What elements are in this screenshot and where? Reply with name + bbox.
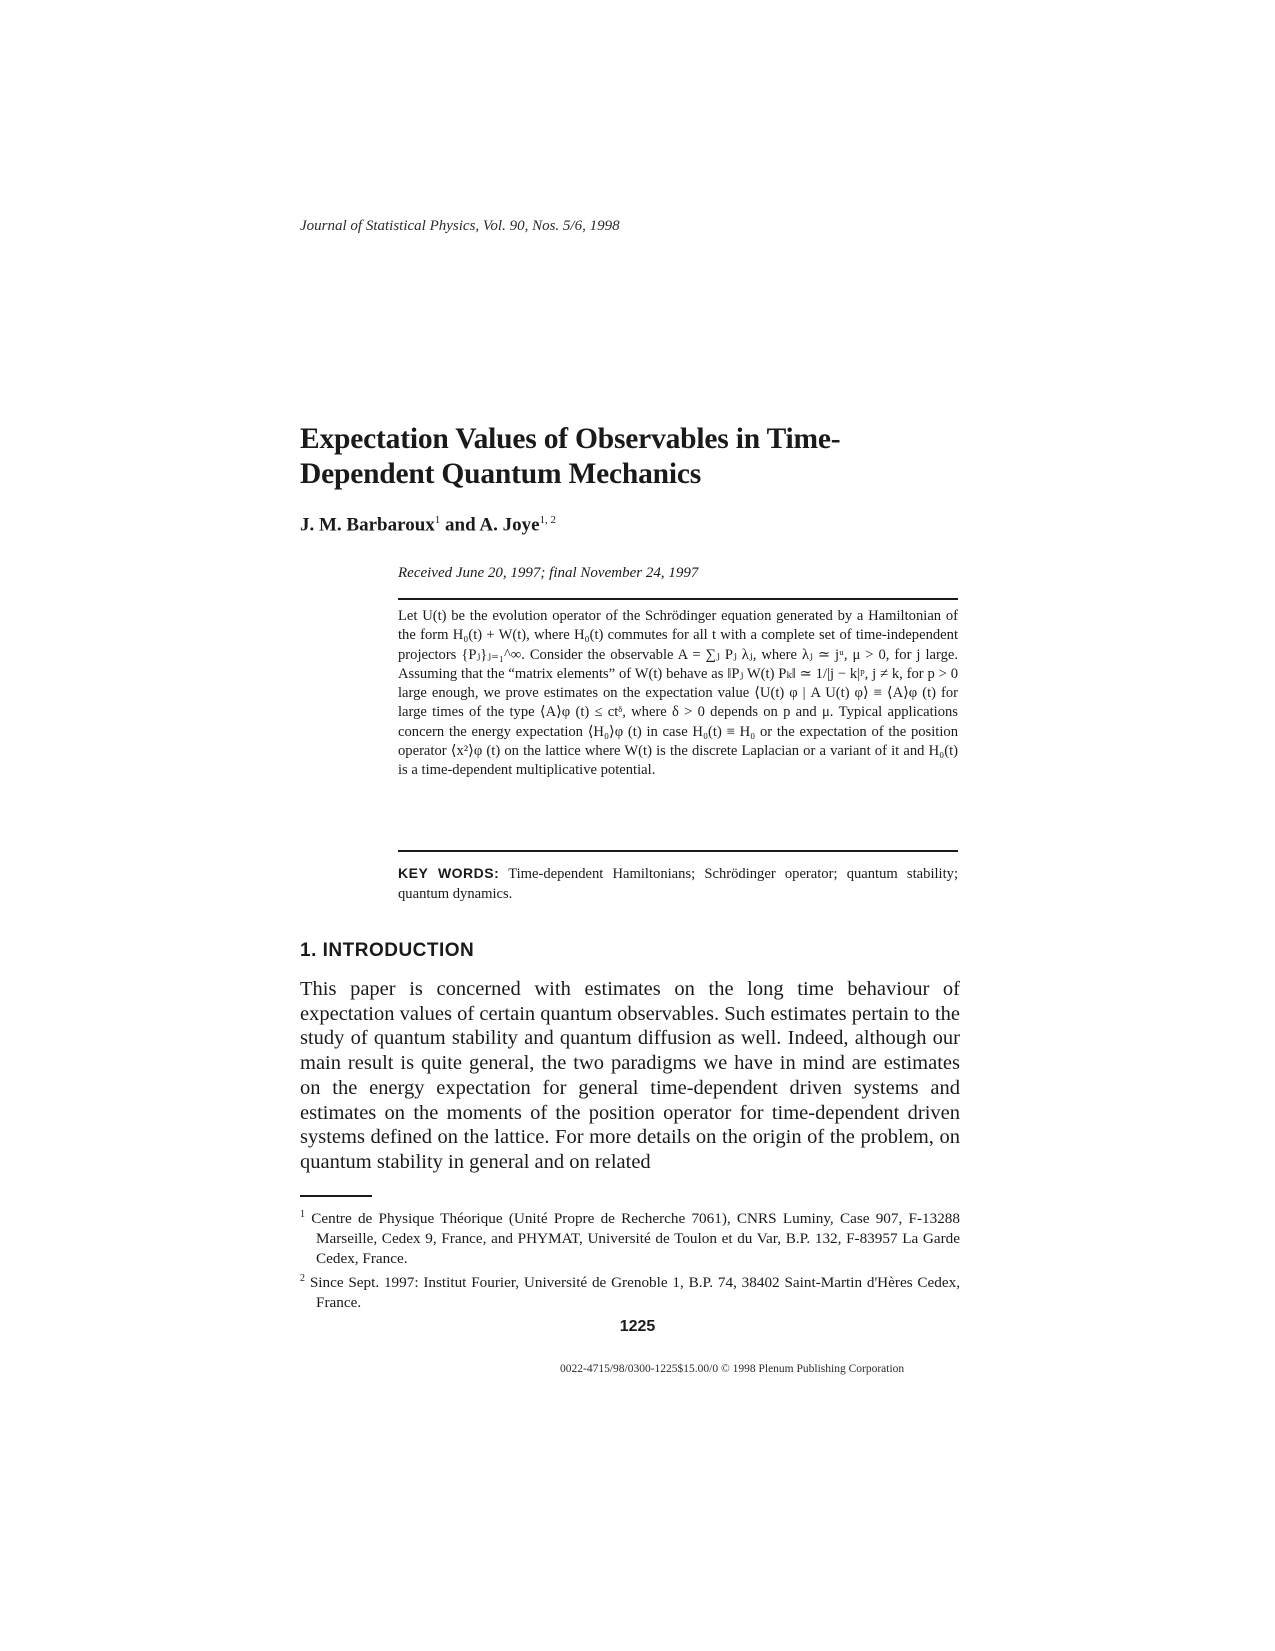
author-line	[300, 514, 556, 536]
section-heading: 1. INTRODUCTION	[300, 940, 475, 961]
journal-citation: Journal of Statistical Physics, Vol. 90, Nos. 5/6, 1998	[300, 218, 620, 234]
footnote-text: Centre de Physique Théorique (Unité Propre de Recherche 7061), CNRS Luminy, Case 907, F-13288 Marseille, Cedex 9, France, and PHYMAT, Université de Toulon et du Var, B.P. 132, F-83957 La Garde Cedex, France.	[311, 1210, 960, 1268]
received-dates: Received June 20, 1997; final November 24, 1997	[398, 565, 699, 581]
copyright-line: 0022-4715/98/0300-1225$15.00/0 © 1998 Plenum Publishing Corporation	[560, 1363, 905, 1375]
footnote-text: Since Sept. 1997: Institut Fourier, Université de Grenoble 1, B.P. 74, 38402 Saint-Martin d'Hères Cedex, France.	[309, 1274, 961, 1312]
footnote-marker: 1	[300, 1209, 305, 1220]
footnotes	[300, 1205, 960, 1313]
footnote-1	[300, 1205, 960, 1269]
abstract-top-rule	[398, 598, 958, 600]
footnote-marker: 2	[300, 1273, 305, 1285]
page-number: 1225	[619, 1318, 656, 1335]
keywords-text: Time-dependent Hamiltonians; Schrödinger operator; quantum stability; quantum dynamics.	[398, 866, 959, 902]
keywords-label: KEY WORDS:	[398, 865, 500, 881]
abstract-bottom-rule	[398, 850, 958, 852]
author-name: J. M. Barbaroux	[300, 514, 435, 536]
author-name: A. Joye	[479, 514, 540, 536]
affiliation-marker: 1	[434, 514, 441, 526]
keywords	[398, 864, 958, 904]
section-body-text: This paper is concerned with estimates on the long time behaviour of expectation values of certain quantum observables. Such estimates pertain to the study of quantum stability and quantum diffusion as well. Indeed, although our main result is quite general, the two paradigms we have in mind are estimates on the energy expectation for general time-dependent driven systems and estimates on the moments of the position operator for time-dependent driven systems defined on the lattice. For more details on the origin of the problem, on quantum stability in general and on related	[300, 978, 960, 1173]
footnote-rule	[300, 1195, 372, 1197]
abstract-text: Let U(t) be the evolution operator of the Schrödinger equation generated by a Hamiltonian of the form H₀(t) + W(t), where H₀(t) commutes for all t with a complete set of time-independent projectors {Pⱼ}ⱼ₌₁^∞. Consider the observable A = ∑ⱼ Pⱼ λⱼ, where λⱼ ≃ jᵘ, μ > 0, for j large. Assuming that the “matrix elements” of W(t) behave as ‖Pⱼ W(t) Pₖ‖ ≃ 1/|j − k|ᵖ, j ≠ k, for p > 0 large enough, we prove estimates on the expectation value ⟨U(t) φ | A U(t) φ⟩ ≡ ⟨A⟩φ (t) for large times of the type ⟨A⟩φ (t) ≤ ctᵟ, where δ > 0 depends on p and μ. Typical applications concern the energy expectation ⟨H₀⟩φ (t) in case H₀(t) ≡ H₀ or the expectation of the position operator ⟨x²⟩φ (t) on the lattice where W(t) is the discrete Laplacian or a variant of it and H₀(t) is a time-dependent multiplicative potential.	[398, 608, 958, 779]
footnote-2	[300, 1269, 960, 1313]
article-title: Expectation Values of Observables in Time-Dependent Quantum Mechanics	[300, 423, 841, 490]
affiliation-marker: 1, 2	[539, 514, 557, 526]
author-conjunction: and	[445, 514, 476, 536]
